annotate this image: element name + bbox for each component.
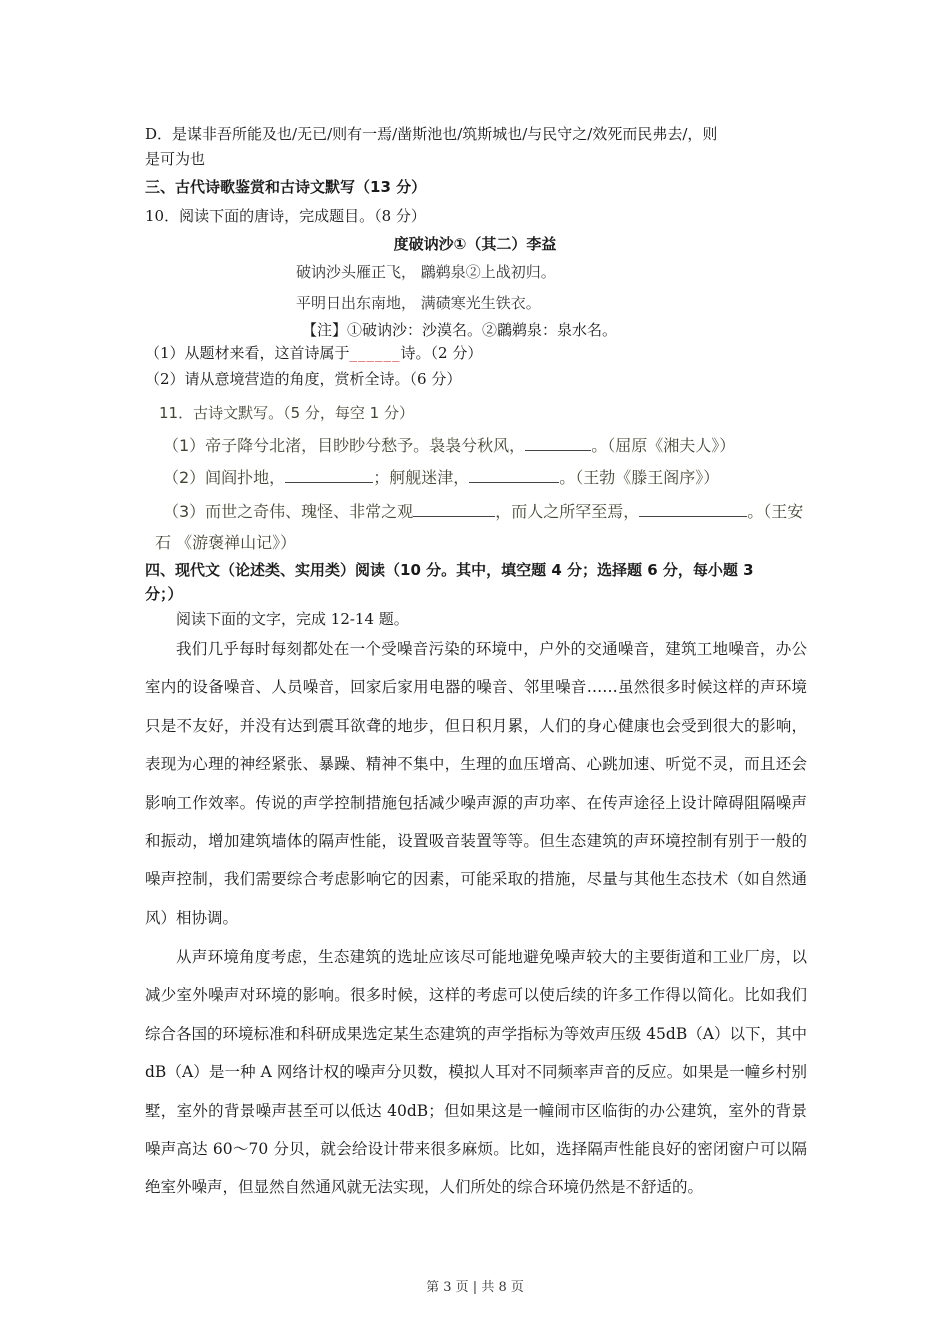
q11-item2-source: 。（王勃《滕王阁序》） bbox=[559, 468, 720, 487]
passage-paragraph-1 bbox=[145, 630, 807, 937]
q11-item2-mid: ；舸舰迷津， bbox=[373, 468, 470, 487]
q11-item3-source: 。（王安 bbox=[747, 502, 804, 521]
q11-item3-blank-1 bbox=[413, 502, 495, 517]
passage-paragraph-2 bbox=[145, 938, 807, 1207]
q11-item3-blank-2 bbox=[639, 502, 747, 517]
q11-item1-source: 。（屈原《湘夫人》） bbox=[591, 436, 736, 455]
q11-item-3-line2: 石 《游褒禅山记》） bbox=[155, 533, 297, 552]
poem-title: 度破讷沙①（其二）李益 bbox=[393, 235, 557, 253]
option-d-line2: 是可为也 bbox=[145, 150, 206, 168]
q10-1-suffix: 诗。（2 分） bbox=[400, 344, 483, 362]
question-10-2: （2）请从意境营造的角度，赏析全诗。（6 分） bbox=[145, 370, 462, 388]
section-4-intro: 阅读下面的文字，完成 12-14 题。 bbox=[176, 610, 409, 628]
q11-item-2 bbox=[163, 465, 719, 488]
question-10: 10．阅读下面的唐诗，完成题目。（8 分） bbox=[145, 207, 426, 225]
q10-1-blank: ______ bbox=[349, 344, 401, 362]
q11-item2-blank-2 bbox=[469, 468, 559, 483]
option-d-line1: D．是谋非吾所能及也/无已/则有一焉/凿斯池也/筑斯城也/与民守之/效死而民弗去/，则 bbox=[145, 125, 718, 143]
q11-item3-mid: ，而人之所罕至焉， bbox=[495, 502, 640, 521]
section-3-heading: 三、古代诗歌鉴赏和古诗文默写（13 分） bbox=[145, 178, 427, 196]
passage-text-2: 从声环境角度考虑，生态建筑的选址应该尽可能地避免噪声较大的主要街道和工业厂房，以减少室外噪声对环境的影响。很多时候，这样的考虑可以使后续的许多工作得以简化。比如我们综合各国的环境标准和科研成果选定某生态建筑的声学指标为等效声压级 45dB（A）以下，其中 dB（A）是一种 A 网络计权的噪声分贝数，模拟人耳对不同频率声音的反应。如果是一幢乡村别墅，室外的背景噪声甚至可以低达 40dB；但如果这是一幢闹市区临街的办公建筑，室外的背景噪声高达 60～70 分贝，就会给设计带来很多麻烦。比如，选择隔声性能良好的密闭窗户可以隔绝室外噪声，但显然自然通风就无法实现，人们所处的综合环境仍然是不舒适的。 bbox=[145, 948, 807, 1197]
q10-1-prefix: （1）从题材来看，这首诗属于 bbox=[145, 344, 350, 362]
passage-text-1: 我们几乎每时每刻都处在一个受噪音污染的环境中，户外的交通噪音，建筑工地噪音，办公室内的设备噪音、人员噪音，回家后家用电器的噪音、邻里噪音……虽然很多时候这样的声环境只是不友好，并没有达到震耳欲聋的地步，但日积月累，人们的身心健康也会受到很大的影响，表现为心理的神经紧张、暴躁、精神不集中，生理的血压增高、心跳加速、听觉不灵，而且还会影响工作效率。传说的声学控制措施包括减少噪声源的声功率、在传声途径上设计障碍阻隔噪声和振动，增加建筑墙体的隔声性能，设置吸音装置等等。但生态建筑的声环境控制有别于一般的噪声控制，我们需要综合考虑影响它的因素，可能采取的措施，尽量与其他生态技术（如自然通风）相协调。 bbox=[145, 640, 807, 927]
q11-item3-text: （3）而世之奇伟、瑰怪、非常之观 bbox=[163, 502, 414, 521]
q11-item1-text: （1）帝子降兮北渚，目眇眇兮愁予。袅袅兮秋风， bbox=[163, 436, 526, 455]
poem-note: 【注】①破讷沙：沙漠名。②鸊鹈泉：泉水名。 bbox=[302, 321, 618, 339]
section-4-heading-1: 四、现代文（论述类、实用类）阅读（10 分。其中，填空题 4 分；选择题 6 分，每小题 3 bbox=[145, 561, 754, 579]
section-4-heading-2: 分；） bbox=[145, 585, 183, 603]
page-footer: 第 3 页 | 共 8 页 bbox=[426, 1280, 524, 1295]
q11-item2-text: （2）闾阎扑地， bbox=[163, 468, 286, 487]
poem-line-1: 破讷沙头雁正飞， 鸊鹈泉②上战初归。 bbox=[296, 263, 556, 281]
q11-item1-blank bbox=[525, 436, 591, 451]
q11-heading: 11．古诗文默写。（5 分，每空 1 分） bbox=[159, 404, 414, 422]
q11-item2-blank-1 bbox=[285, 468, 373, 483]
poem-line-2: 平明日出东南地， 满碛寒光生铁衣。 bbox=[296, 294, 541, 312]
q11-item-1 bbox=[163, 433, 735, 456]
question-10-1 bbox=[145, 343, 482, 363]
q11-item-3 bbox=[163, 499, 803, 522]
